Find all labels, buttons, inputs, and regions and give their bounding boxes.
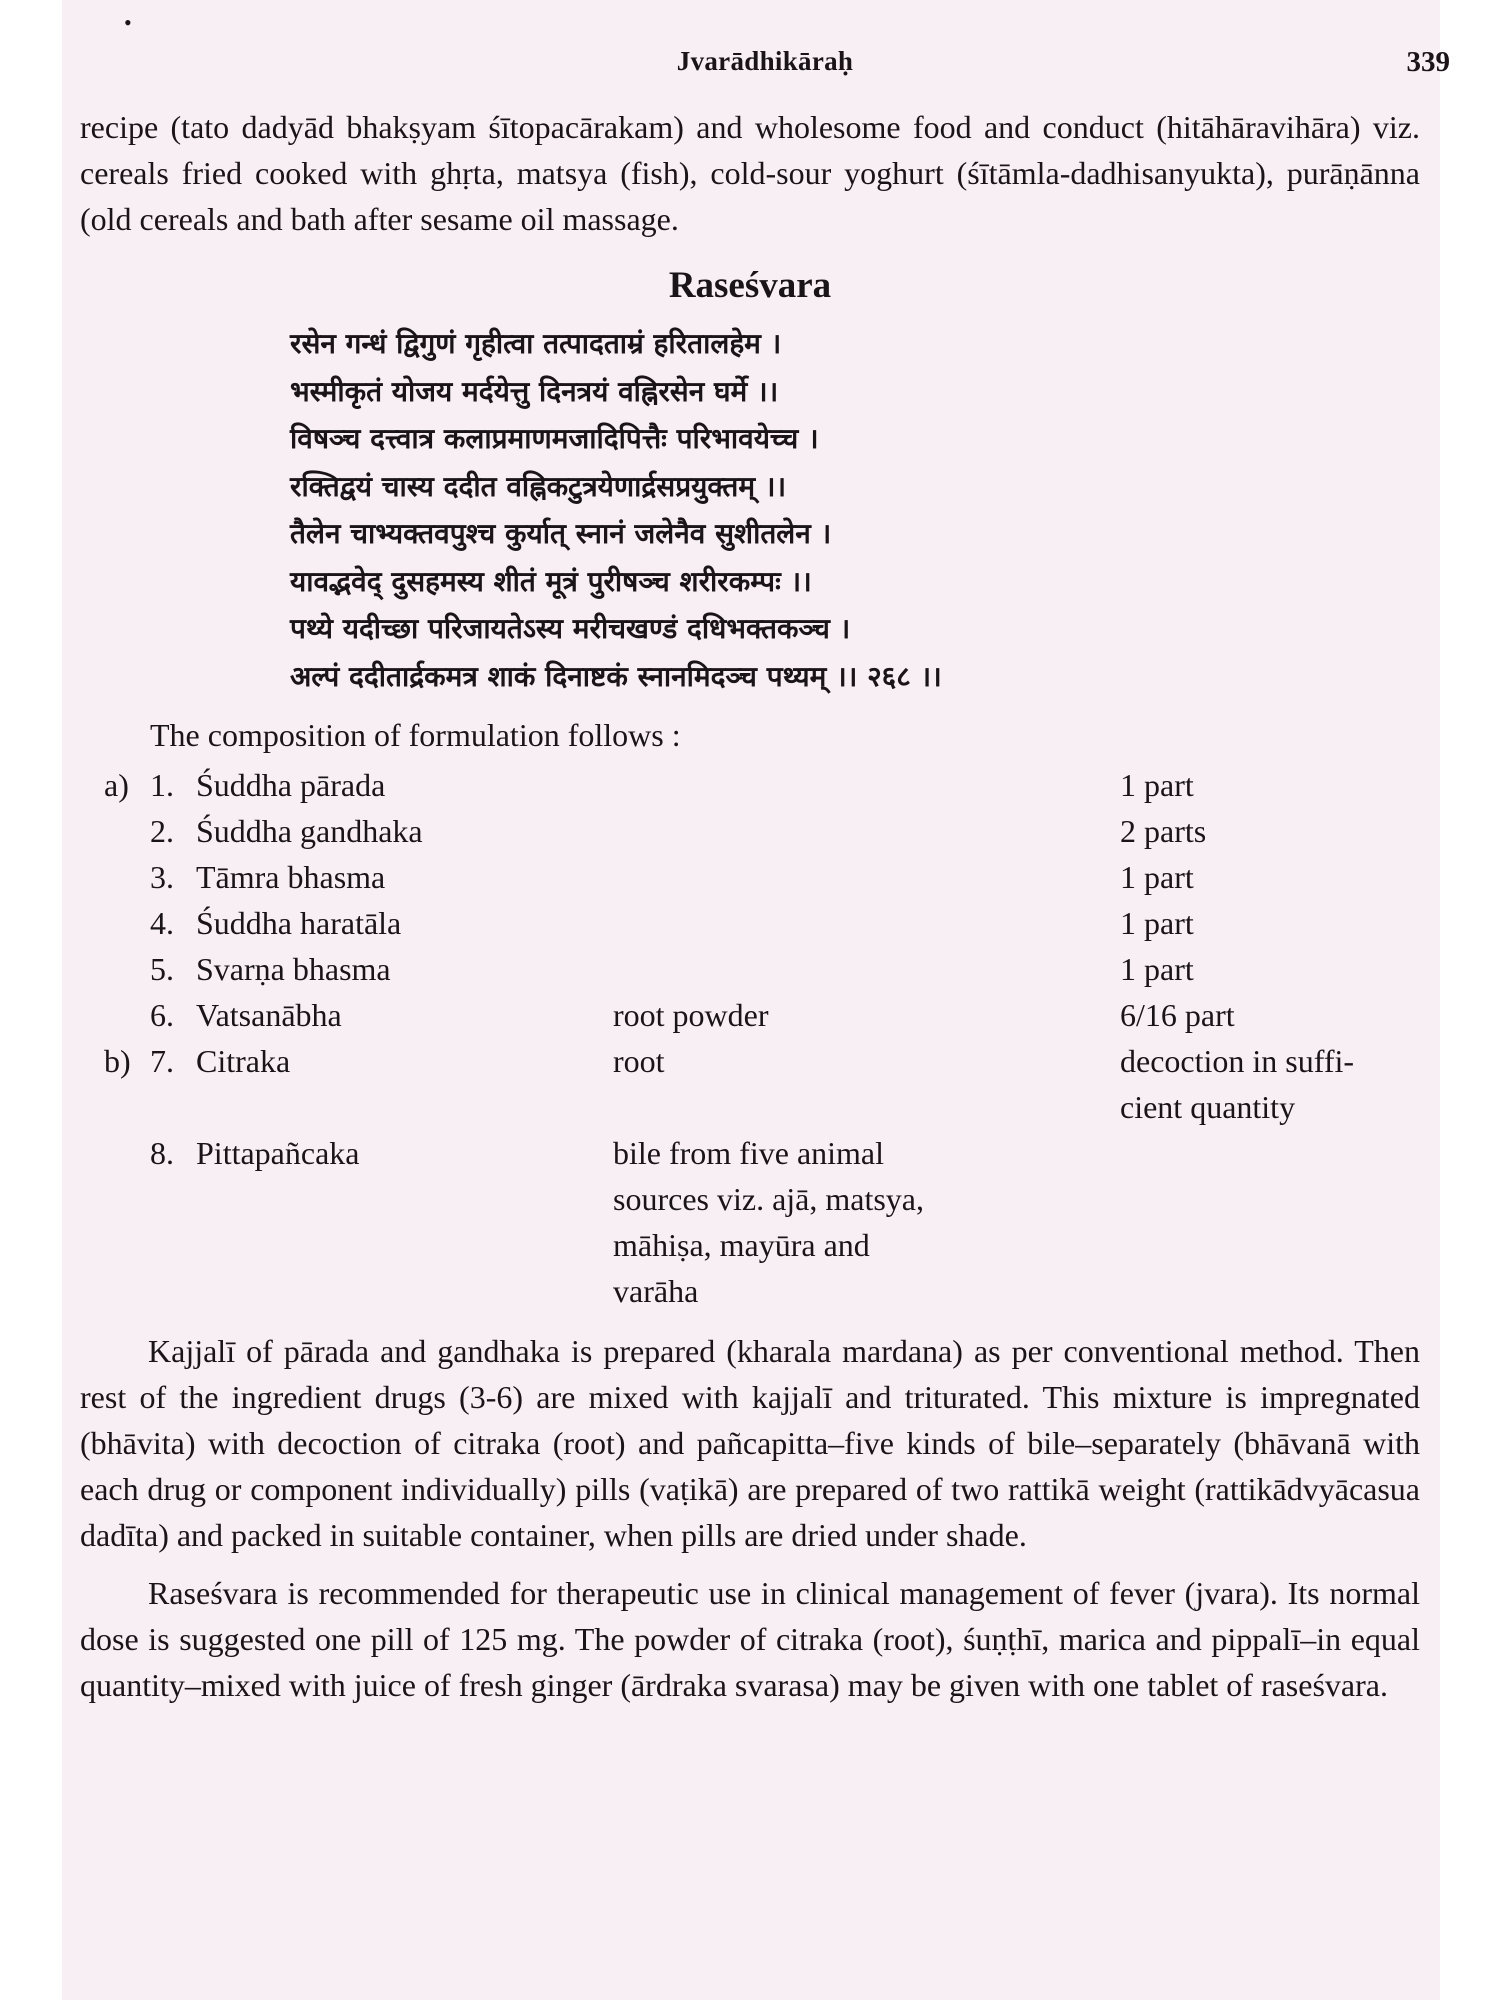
ingredient-name: Śuddha gandhaka (196, 813, 423, 849)
ingredient-quantity: 2 parts (1120, 813, 1207, 849)
ingredient-row-continued (80, 1222, 1420, 1268)
ingredient-row (80, 854, 1420, 900)
verse-line: पथ्ये यदीच्छा परिजायतेऽस्य मरीचखण्डं दधिभक्तकञ्च । (290, 612, 851, 645)
ingredient-row (80, 1038, 1420, 1084)
ingredient-quantity: cient quantity (1120, 1089, 1296, 1125)
verse-line: रक्तिद्वयं चास्य ददीत वह्निकटुत्रयेणार्द्रसप्रयुक्तम् ।। (290, 469, 787, 503)
page-number: 339 (1406, 46, 1450, 78)
ingredient-number: 1. (150, 767, 174, 803)
ingredient-quantity: 1 part (1120, 767, 1194, 803)
ingredient-part: bile from five animal (613, 1135, 885, 1171)
running-header (80, 46, 1450, 86)
ingredient-name: Vatsanābha (196, 997, 342, 1033)
verse-line: भस्मीकृतं योजय मर्दयेत्तु दिनत्रयं वह्निरसेन घर्मे ।। (290, 374, 779, 408)
ingredient-number: 5. (150, 951, 174, 987)
ingredient-name: Śuddha pārada (196, 767, 386, 803)
sanskrit-verse (290, 320, 1110, 700)
ingredient-row-continued (80, 1176, 1420, 1222)
ingredient-name: Svarṇa bhasma (196, 951, 391, 987)
intro-paragraph: recipe (tato dadyād bhakṣyam śītopacārakam) and wholesome food and conduct (hitāhāravihāra) viz. cereals fried cooked with ghṛta, matsya (fish), cold-sour yoghurt (śītāmla-dadhisanyukta), purāṇānna (old cereals and bath after sesame oil massage. (80, 109, 1420, 237)
ingredient-number: 7. (150, 1043, 174, 1079)
ingredient-quantity: 6/16 part (1120, 997, 1235, 1033)
ingredient-name: Pittapañcaka (196, 1135, 360, 1171)
chapter-title: Jvarādhikāraḥ (676, 46, 854, 76)
ingredient-name: Citraka (196, 1043, 291, 1079)
page-margin-right (1440, 0, 1500, 2000)
verse-line: विषञ्च दत्त्वात्र कलाप्रमाणमजादिपित्तैः परिभावयेच्च । (290, 422, 819, 455)
verse-line: यावद्भवेद् दुसहमस्य शीतं मूत्रं पुरीषञ्च शरीरकम्पः ।। (290, 564, 812, 598)
ingredient-quantity: decoction in suffi- (1120, 1043, 1355, 1079)
group-label: b) (104, 1043, 131, 1079)
ingredient-quantity: 1 part (1120, 905, 1194, 941)
verse-line: रसेन गन्धं द्विगुणं गृहीत्वा तत्पादताम्रं हरितालहेम । (290, 327, 782, 360)
composition-intro: The composition of formulation follows : (150, 717, 681, 753)
group-label: a) (104, 767, 129, 803)
decorative-dot: • (124, 10, 132, 35)
ingredient-row-continued (80, 1268, 1420, 1314)
ingredient-number: 4. (150, 905, 174, 941)
ingredient-list (80, 762, 1420, 1314)
ingredient-number: 2. (150, 813, 174, 849)
ingredient-part: māhiṣa, mayūra and (613, 1227, 870, 1263)
ingredient-name: Śuddha haratāla (196, 905, 402, 941)
ingredient-row (80, 762, 1420, 808)
ingredient-row (80, 808, 1420, 854)
page-content (80, 104, 1420, 1708)
verse-line: तैलेन चाभ्यक्तवपुश्च कुर्यात् स्नानं जलेनैव सुशीतलेन । (290, 517, 832, 550)
ingredient-row (80, 1130, 1420, 1176)
ingredient-part: varāha (613, 1273, 699, 1309)
ingredient-number: 3. (150, 859, 174, 895)
ingredient-quantity: 1 part (1120, 951, 1194, 987)
ingredient-row (80, 946, 1420, 992)
preparation-paragraph: Kajjalī of pārada and gandhaka is prepared (kharala mardana) as per conventional method. Then rest of the ingredient drugs (3-6) are mixed with kajjalī and triturated. This mixture is impregnated (bhāvita) with decoction of citraka (root) and pañcapitta–five kinds of bile–separately (bhāvanā with each drug or component individually) pills (vaṭikā) are prepared of two rattikā weight (rattikādvyācasua dadīta) and packed in suitable container, when pills are dried under shade. (80, 1333, 1420, 1553)
ingredient-part: root (613, 1043, 665, 1079)
usage-paragraph: Raseśvara is recommended for therapeutic use in clinical management of fever (jvara). Its normal dose is suggested one pill of 125 mg. The powder of citraka (root), śuṇṭhī, marica and pippalī–in equal quantity–mixed with juice of fresh ginger (ārdraka svarasa) may be given with one tablet of raseśvara. (80, 1575, 1420, 1703)
ingredient-row-continued (80, 1084, 1420, 1130)
verse-line: अल्पं ददीतार्द्रकमत्र शाकं दिनाष्टकं स्नानमिदञ्च पथ्यम् ।। २६८ ।। (290, 659, 942, 693)
section-title: Raseśvara (668, 265, 832, 306)
ingredient-number: 8. (150, 1135, 174, 1171)
ingredient-quantity: 1 part (1120, 859, 1194, 895)
ingredient-row (80, 900, 1420, 946)
ingredient-number: 6. (150, 997, 174, 1033)
ingredient-part: sources viz. ajā, matsya, (613, 1181, 924, 1217)
ingredient-name: Tāmra bhasma (196, 859, 386, 895)
ingredient-part: root powder (613, 997, 769, 1033)
page-margin-left (0, 0, 62, 2000)
body-text (80, 1328, 1420, 1708)
ingredient-row (80, 992, 1420, 1038)
